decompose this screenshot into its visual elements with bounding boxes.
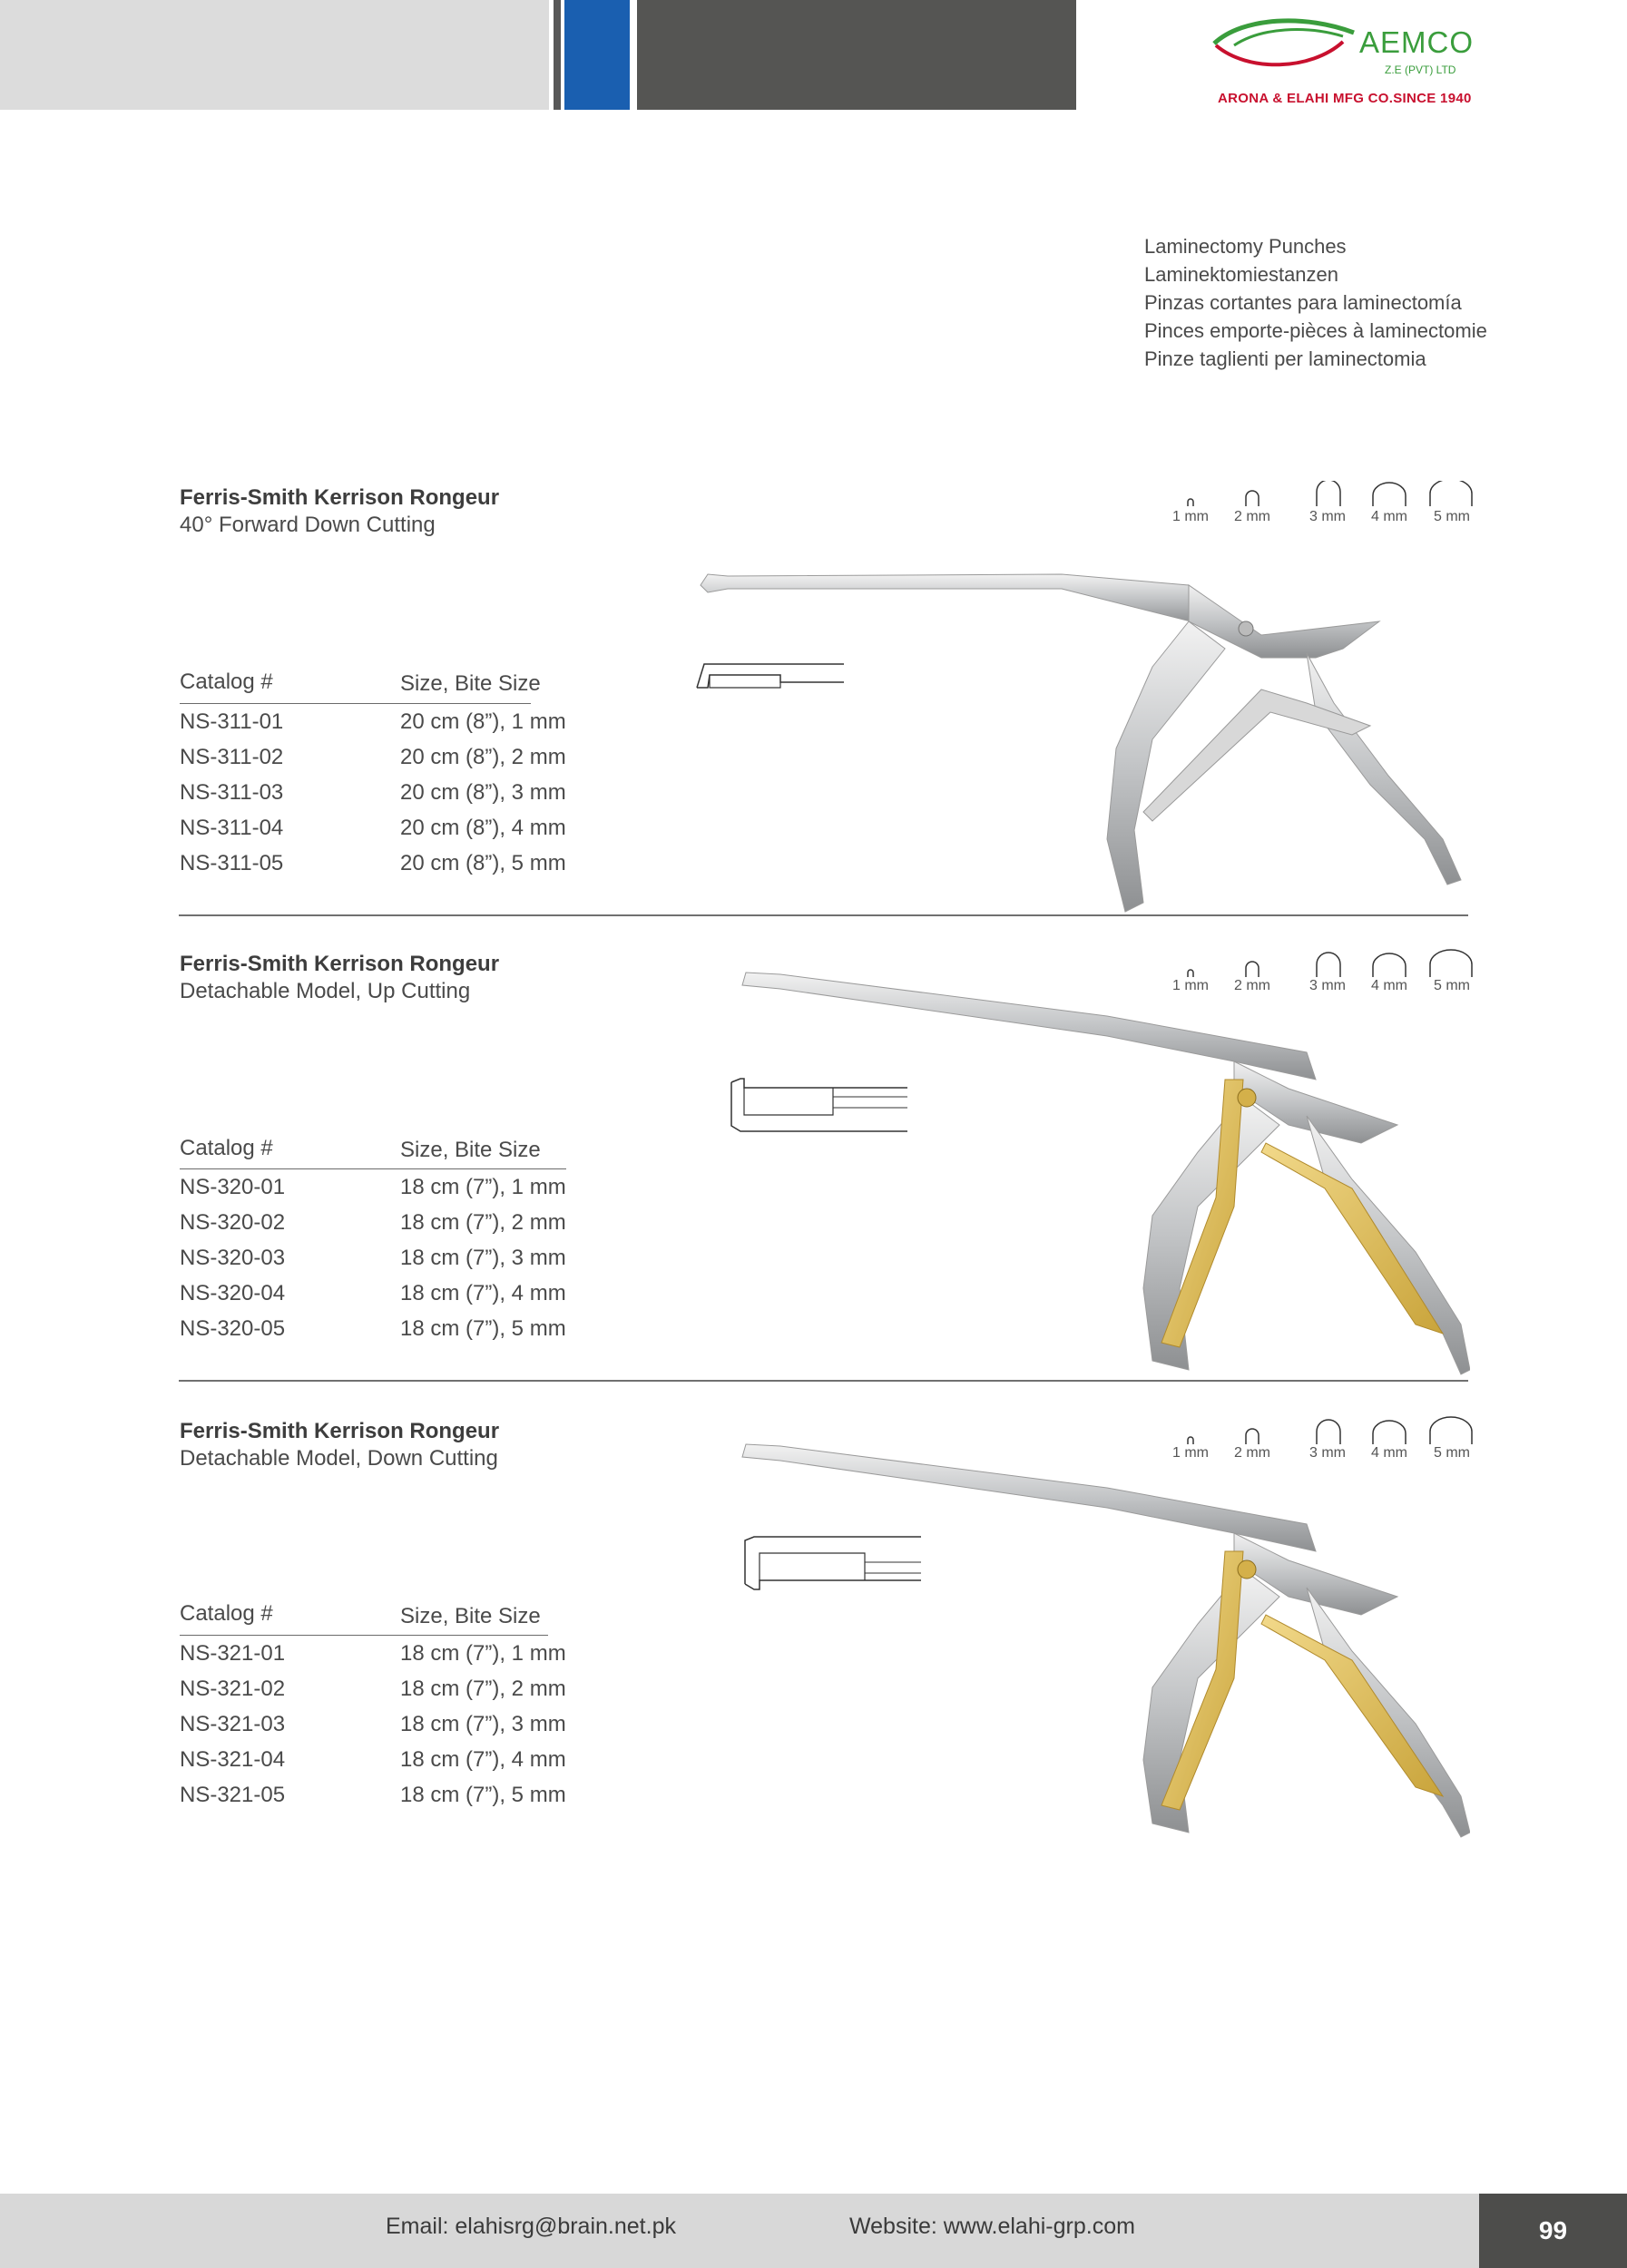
bite-size-4mm: 4 mm xyxy=(1371,978,1407,993)
table-row xyxy=(180,1276,633,1311)
rongeur-instrument-image xyxy=(726,1433,1470,1851)
bite-size-5mm: 5 mm xyxy=(1434,509,1470,524)
product-section-2 xyxy=(0,948,1627,1383)
table-row xyxy=(180,1240,633,1276)
product-title: Ferris-Smith Kerrison Rongeur xyxy=(180,1419,500,1443)
page-number: 99 xyxy=(1479,2194,1627,2268)
rongeur-instrument-image xyxy=(726,962,1470,1397)
category-titles xyxy=(1144,232,1487,373)
catalog-size: 18 cm (7”), 4 mm xyxy=(400,1747,566,1772)
catalog-size: 18 cm (7”), 2 mm xyxy=(400,1210,566,1235)
catalog-size: 18 cm (7”), 1 mm xyxy=(400,1641,566,1666)
header-bar-dark xyxy=(637,0,1076,110)
bite-size-1mm: 1 mm xyxy=(1172,978,1209,993)
logo-swoosh-icon xyxy=(1207,13,1361,76)
catalog-size: 20 cm (8”), 2 mm xyxy=(400,745,566,769)
table-row xyxy=(180,775,633,810)
footer-bar xyxy=(0,2194,1479,2268)
catalog-code: NS-321-01 xyxy=(180,1641,286,1666)
footer-website: Website: www.elahi-grp.com xyxy=(849,2214,1135,2239)
catalog-size: 20 cm (8”), 4 mm xyxy=(400,816,566,840)
bite-size-4mm: 4 mm xyxy=(1371,509,1407,524)
catalog-header-code: Catalog # xyxy=(180,670,273,694)
table-row xyxy=(180,1311,633,1346)
bite-size-4mm: 4 mm xyxy=(1371,1445,1407,1461)
catalog-size: 18 cm (7”), 4 mm xyxy=(400,1281,566,1305)
bite-size-3mm: 3 mm xyxy=(1309,1445,1346,1461)
category-title-fr: Pinces emporte-pièces à laminectomie xyxy=(1144,319,1487,342)
header-bar-blue xyxy=(564,0,630,110)
catalog-code: NS-321-04 xyxy=(180,1747,286,1772)
catalog-code: NS-311-01 xyxy=(180,709,284,734)
catalog-code: NS-321-02 xyxy=(180,1677,286,1701)
product-subtitle: 40° Forward Down Cutting xyxy=(180,513,436,537)
header-bar-thin xyxy=(554,0,561,110)
table-row xyxy=(180,1777,633,1813)
catalog-header-size: Size, Bite Size xyxy=(400,1604,541,1628)
company-logo xyxy=(1207,13,1515,112)
catalog-code: NS-321-03 xyxy=(180,1712,286,1736)
catalog-table xyxy=(180,1636,633,1813)
table-row xyxy=(180,1636,633,1671)
bite-size-1mm: 1 mm xyxy=(1172,509,1209,524)
catalog-table xyxy=(180,704,633,881)
bite-size-2mm: 2 mm xyxy=(1234,509,1270,524)
logo-name: AEMCO xyxy=(1359,25,1475,59)
catalog-size: 18 cm (7”), 3 mm xyxy=(400,1712,566,1736)
catalog-header-size: Size, Bite Size xyxy=(400,671,541,696)
catalog-code: NS-320-05 xyxy=(180,1316,286,1341)
category-title-es: Pinzas cortantes para laminectomía xyxy=(1144,291,1462,314)
category-title-en: Laminectomy Punches xyxy=(1144,235,1347,258)
catalog-size: 18 cm (7”), 2 mm xyxy=(400,1677,566,1701)
table-row xyxy=(180,1169,633,1205)
catalog-size: 20 cm (8”), 5 mm xyxy=(400,851,566,875)
bite-size-legend xyxy=(1166,481,1484,535)
table-row xyxy=(180,1671,633,1706)
table-row xyxy=(180,846,633,881)
catalog-size: 20 cm (8”), 3 mm xyxy=(400,780,566,805)
section-divider xyxy=(179,914,1468,916)
table-row xyxy=(180,810,633,846)
catalog-size: 18 cm (7”), 1 mm xyxy=(400,1175,566,1199)
product-title: Ferris-Smith Kerrison Rongeur xyxy=(180,952,500,976)
logo-subtitle: Z.E (PVT) LTD xyxy=(1385,64,1456,76)
bite-size-5mm: 5 mm xyxy=(1434,978,1470,993)
bite-size-2mm: 2 mm xyxy=(1234,1445,1270,1461)
bite-size-5mm: 5 mm xyxy=(1434,1445,1470,1461)
rongeur-instrument-image xyxy=(681,567,1479,930)
bite-size-3mm: 3 mm xyxy=(1309,978,1346,993)
table-row xyxy=(180,704,633,739)
catalog-size: 20 cm (8”), 1 mm xyxy=(400,709,566,734)
catalog-code: NS-311-05 xyxy=(180,851,284,875)
table-row xyxy=(180,739,633,775)
catalog-code: NS-311-04 xyxy=(180,816,284,840)
product-section-3 xyxy=(0,1415,1627,1851)
catalog-header-code: Catalog # xyxy=(180,1136,273,1160)
catalog-size: 18 cm (7”), 5 mm xyxy=(400,1316,566,1341)
catalog-table xyxy=(180,1169,633,1346)
catalog-code: NS-320-01 xyxy=(180,1175,286,1199)
category-title-de: Laminektomiestanzen xyxy=(1144,263,1339,286)
catalog-code: NS-320-04 xyxy=(180,1281,286,1305)
catalog-size: 18 cm (7”), 3 mm xyxy=(400,1246,566,1270)
catalog-code: NS-321-05 xyxy=(180,1783,286,1807)
bite-size-1mm: 1 mm xyxy=(1172,1445,1209,1461)
table-row xyxy=(180,1742,633,1777)
catalog-code: NS-320-03 xyxy=(180,1246,286,1270)
catalog-code: NS-311-03 xyxy=(180,780,284,805)
product-section-1 xyxy=(0,481,1627,916)
section-divider xyxy=(179,1380,1468,1382)
logo-tagline: ARONA & ELAHI MFG CO.SINCE 1940 xyxy=(1218,91,1472,106)
bite-size-3mm: 3 mm xyxy=(1309,509,1346,524)
footer-email: Email: elahisrg@brain.net.pk xyxy=(386,2214,676,2239)
table-row xyxy=(180,1706,633,1742)
catalog-code: NS-311-02 xyxy=(180,745,284,769)
table-row xyxy=(180,1205,633,1240)
catalog-header-code: Catalog # xyxy=(180,1601,273,1626)
catalog-code: NS-320-02 xyxy=(180,1210,286,1235)
header-bar-gray xyxy=(0,0,549,110)
product-subtitle: Detachable Model, Up Cutting xyxy=(180,979,471,1003)
category-title-it: Pinze taglienti per laminectomia xyxy=(1144,347,1426,370)
bite-size-2mm: 2 mm xyxy=(1234,978,1270,993)
catalog-size: 18 cm (7”), 5 mm xyxy=(400,1783,566,1807)
product-title: Ferris-Smith Kerrison Rongeur xyxy=(180,485,500,510)
catalog-header-size: Size, Bite Size xyxy=(400,1138,541,1162)
product-subtitle: Detachable Model, Down Cutting xyxy=(180,1446,498,1471)
